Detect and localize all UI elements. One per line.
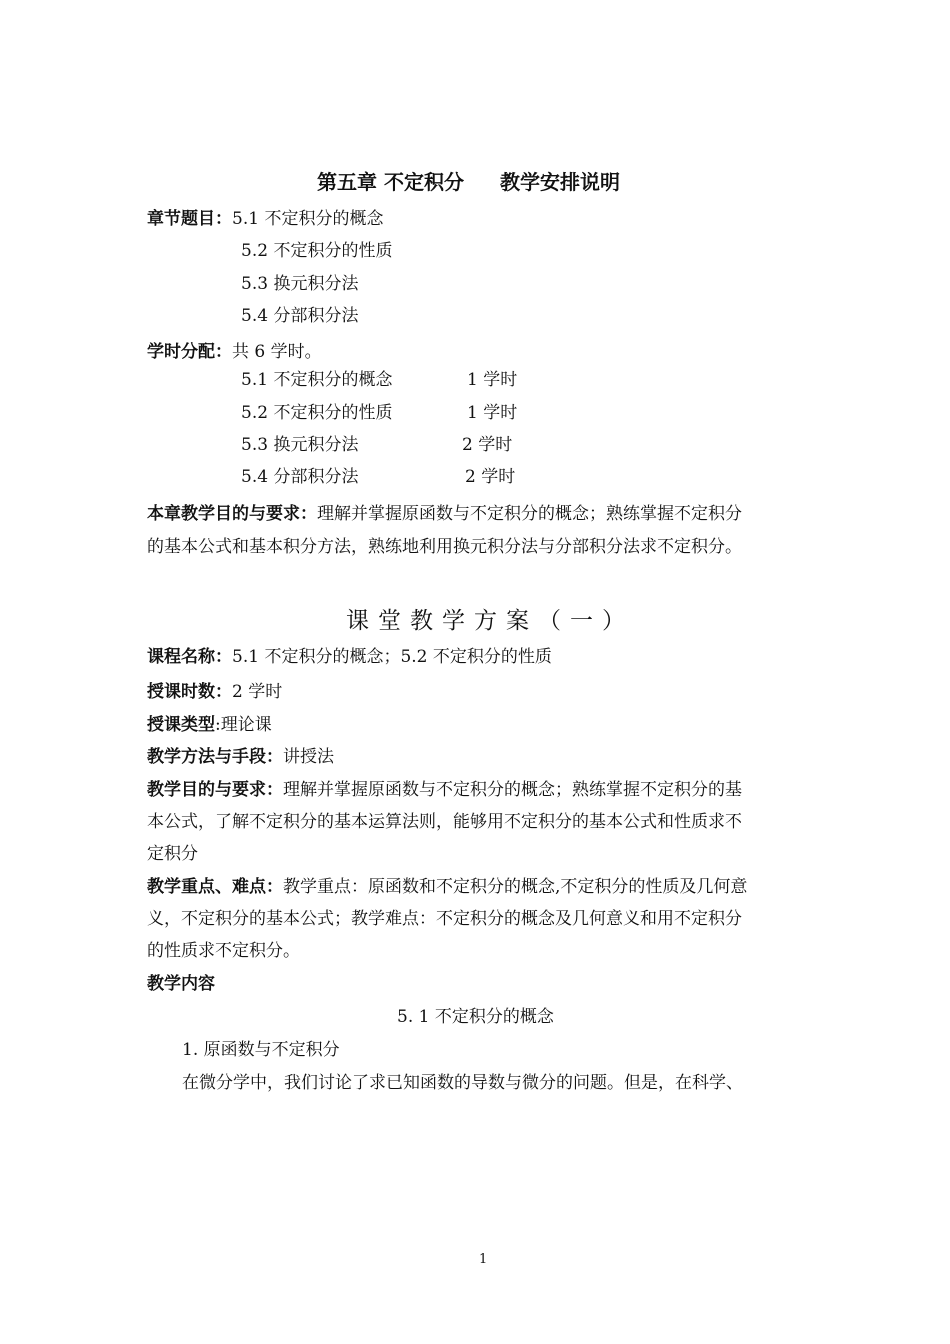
goal-line3: 定积分 <box>147 844 198 864</box>
plan-title: 课堂教学方案（一） <box>346 608 634 634</box>
section-item: 5.1 不定积分的概念 <box>232 209 384 229</box>
hours-row-value: 1 学时 <box>467 370 518 390</box>
content-heading: 5. 1 不定积分的概念 <box>397 1007 554 1027</box>
class-type-label: 授课类型 <box>147 715 215 735</box>
chapter-title-text: 第五章 不定积分 <box>317 170 464 194</box>
hours-row-value: 2 学时 <box>462 435 513 455</box>
sections-row-1 <box>147 207 383 231</box>
hours-row-name: 5.2 不定积分的性质 <box>241 403 393 423</box>
section-item: 5.4 分部积分法 <box>241 306 359 326</box>
hours-row-name: 5.4 分部积分法 <box>241 467 359 487</box>
method-row <box>147 745 334 769</box>
subsection-heading: 1. 原函数与不定积分 <box>182 1040 340 1060</box>
chapter-goal-text: 理解并掌握原函数与不定积分的概念；熟练掌握不定积分 <box>317 504 742 524</box>
hours-row-total <box>147 340 322 364</box>
course-label: 课程名称： <box>147 647 232 667</box>
goal-line1 <box>147 778 742 802</box>
course-value: 5.1 不定积分的概念；5.2 不定积分的性质 <box>232 647 552 667</box>
content-label: 教学内容 <box>147 974 215 994</box>
class-hours-label: 授课时数： <box>147 682 232 702</box>
method-label: 教学方法与手段： <box>147 747 283 767</box>
class-type-value: :理论课 <box>215 715 272 735</box>
page-number: 1 <box>479 1252 488 1267</box>
hours-row-value: 2 学时 <box>465 467 516 487</box>
hours-total: 共 6 学时。 <box>232 342 322 362</box>
key-points-line2: 义，不定积分的基本公式；教学难点：不定积分的概念及几何意义和用不定积分 <box>147 909 742 929</box>
method-value: 讲授法 <box>283 747 334 767</box>
sections-label: 章节题目： <box>147 209 232 229</box>
chapter-goal-line1 <box>147 502 742 526</box>
hours-row-name: 5.3 换元积分法 <box>241 435 359 455</box>
key-points-label: 教学重点、难点： <box>147 877 283 897</box>
hours-row-value: 1 学时 <box>467 403 518 423</box>
goal-line2: 本公式，了解不定积分的基本运算法则，能够用不定积分的基本公式和性质求不 <box>147 812 742 832</box>
hours-label: 学时分配： <box>147 342 232 362</box>
goal-text: 理解并掌握原函数与不定积分的概念；熟练掌握不定积分的基 <box>283 780 742 800</box>
section-item: 5.3 换元积分法 <box>241 274 359 294</box>
body-paragraph: 在微分学中，我们讨论了求已知函数的导数与微分的问题。但是，在科学、 <box>182 1073 743 1093</box>
class-hours-row <box>147 680 282 704</box>
hours-row-name: 5.1 不定积分的概念 <box>241 370 393 390</box>
course-row <box>147 645 552 669</box>
class-type-row <box>147 713 272 737</box>
section-item: 5.2 不定积分的性质 <box>241 241 393 261</box>
class-hours-value: 2 学时 <box>232 682 283 702</box>
arrangement-title-text: 教学安排说明 <box>499 170 620 194</box>
chapter-goal-line2: 的基本公式和基本积分方法，熟练地利用换元积分法与分部积分法求不定积分。 <box>147 537 742 557</box>
key-points-line3: 的性质求不定积分。 <box>147 941 300 961</box>
goal-label: 教学目的与要求： <box>147 780 283 800</box>
key-points-line1 <box>147 875 747 899</box>
key-points-text: 教学重点：原函数和不定积分的概念,不定积分的性质及几何意 <box>283 877 748 897</box>
chapter-goal-label: 本章教学目的与要求： <box>147 504 317 524</box>
chapter-title <box>317 166 620 195</box>
